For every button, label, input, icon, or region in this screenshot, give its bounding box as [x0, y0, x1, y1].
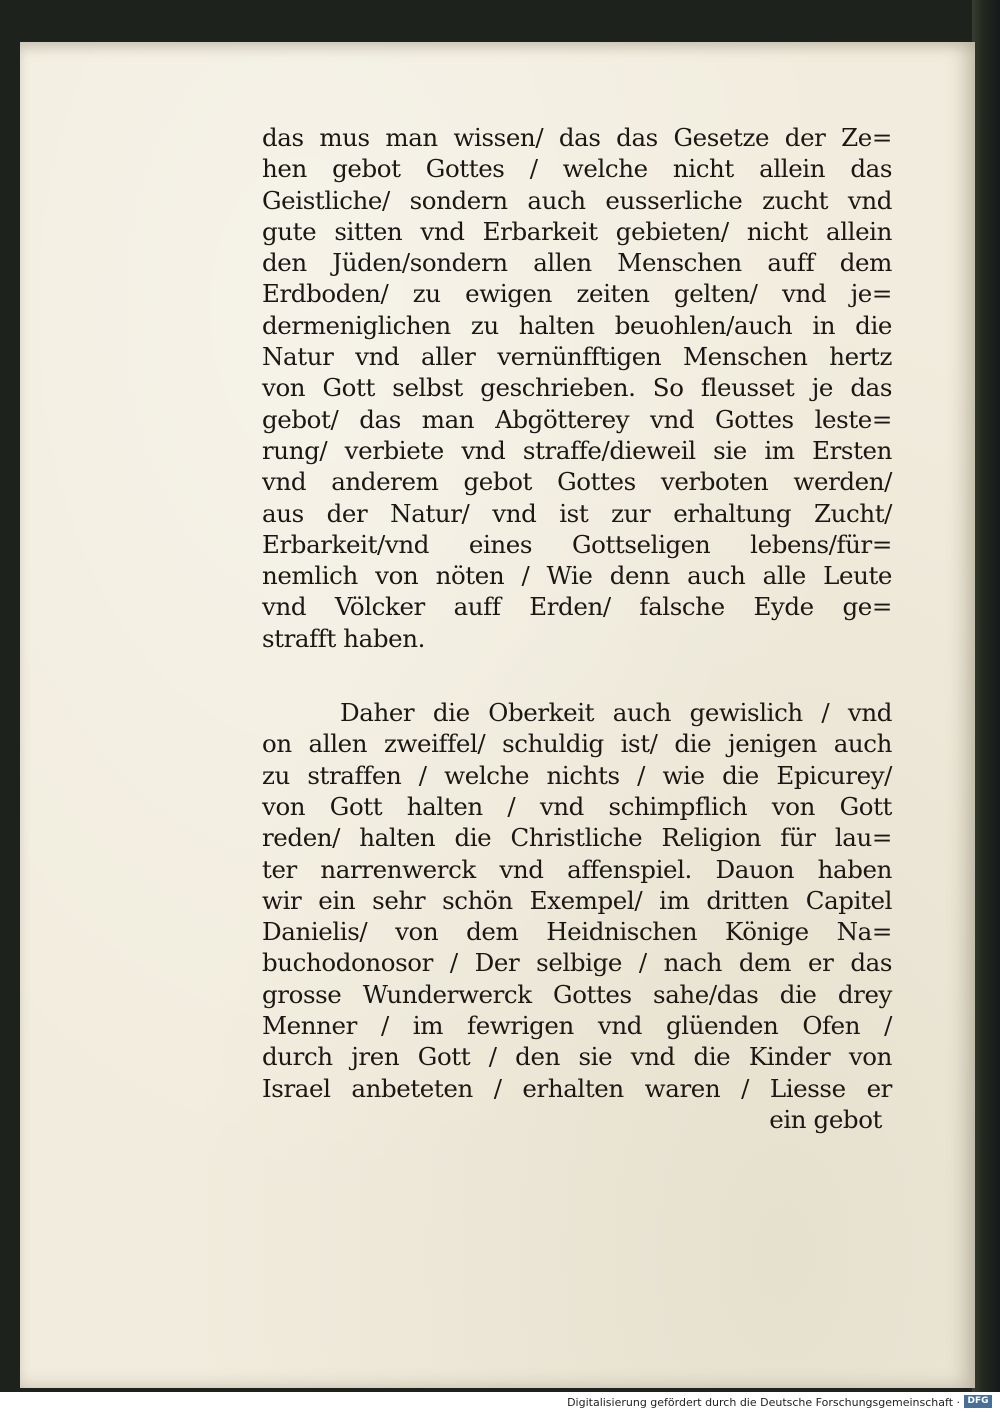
text-line: vnd Völcker auff Erden/ falsche Eyde ge= [262, 592, 892, 622]
text-line: Danielis/ von dem Heidnischen Könige Na= [262, 917, 892, 947]
text-line: Natur vnd aller vernünfftigen Menschen hertz [262, 342, 892, 372]
text-line: Geistliche/ sondern auch eusserliche zucht vnd [262, 185, 892, 215]
text-line: Israel anbeteten / erhalten waren / Liesse er [262, 1073, 892, 1103]
dfg-logo: DFG [964, 1395, 992, 1408]
text-line: gebot/ das man Abgötterey vnd Gottes leste= [262, 404, 892, 434]
text-line: on allen zweiffel/ schuldig ist/ die jenigen auch [262, 729, 892, 759]
text-line: durch jren Gott / den sie vnd die Kinder von [262, 1042, 892, 1072]
text-line: Erdboden/ zu ewigen zeiten gelten/ vnd je= [262, 279, 892, 309]
book-page-edge [972, 0, 1000, 1392]
text-line: aus der Natur/ vnd ist zur erhaltung Zucht/ [262, 498, 892, 528]
text-line: Daher die Oberkeit auch gewislich / vnd [340, 698, 892, 728]
text-line: von Gott selbst geschrieben. So fleusset je das [262, 373, 892, 403]
text-line: reden/ halten die Christliche Religion für lau= [262, 823, 892, 853]
catchword: ein gebot [769, 1104, 882, 1134]
text-line: den Jüden/sondern allen Menschen auff dem [262, 248, 892, 278]
text-line: das mus man wissen/ das das Gesetze der Ze= [262, 123, 892, 152]
funding-credit: Digitalisierung gefördert durch die Deutsche Forschungsgemeinschaft · [567, 1396, 960, 1409]
text-line: ter narrenwerck vnd affenspiel. Dauon haben [262, 854, 892, 884]
text-line: gute sitten vnd Erbarkeit gebieten/ nicht allein [262, 216, 892, 246]
text-line: dermeniglichen zu halten beuohlen/auch in die [262, 310, 892, 340]
text-line: von Gott halten / vnd schimpflich von Gott [262, 791, 892, 821]
text-line: hen gebot Gottes / welche nicht allein das [262, 154, 892, 184]
text-line: grosse Wunderwerck Gottes sahe/das die drey [262, 979, 892, 1009]
page-text [262, 122, 892, 1135]
text-line: Menner / im fewrigen vnd glüenden Ofen / [262, 1011, 892, 1041]
text-line: wir ein sehr schön Exempel/ im dritten Capitel [262, 885, 892, 915]
text-line: Erbarkeit/vnd eines Gottseligen lebens/für= [262, 529, 892, 559]
text-line: buchodonosor / Der selbige / nach dem er das [262, 948, 892, 978]
text-line: vnd anderem gebot Gottes verboten werden/ [262, 467, 892, 497]
paragraph-gap [262, 654, 892, 697]
text-line: strafft haben. [262, 623, 426, 653]
text-line: nemlich von nöten / Wie denn auch alle Leute [262, 561, 892, 591]
text-line: rung/ verbiete vnd straffe/dieweil sie im Ersten [262, 435, 892, 465]
text-line: zu straffen / welche nichts / wie die Epicurey/ [262, 760, 892, 790]
